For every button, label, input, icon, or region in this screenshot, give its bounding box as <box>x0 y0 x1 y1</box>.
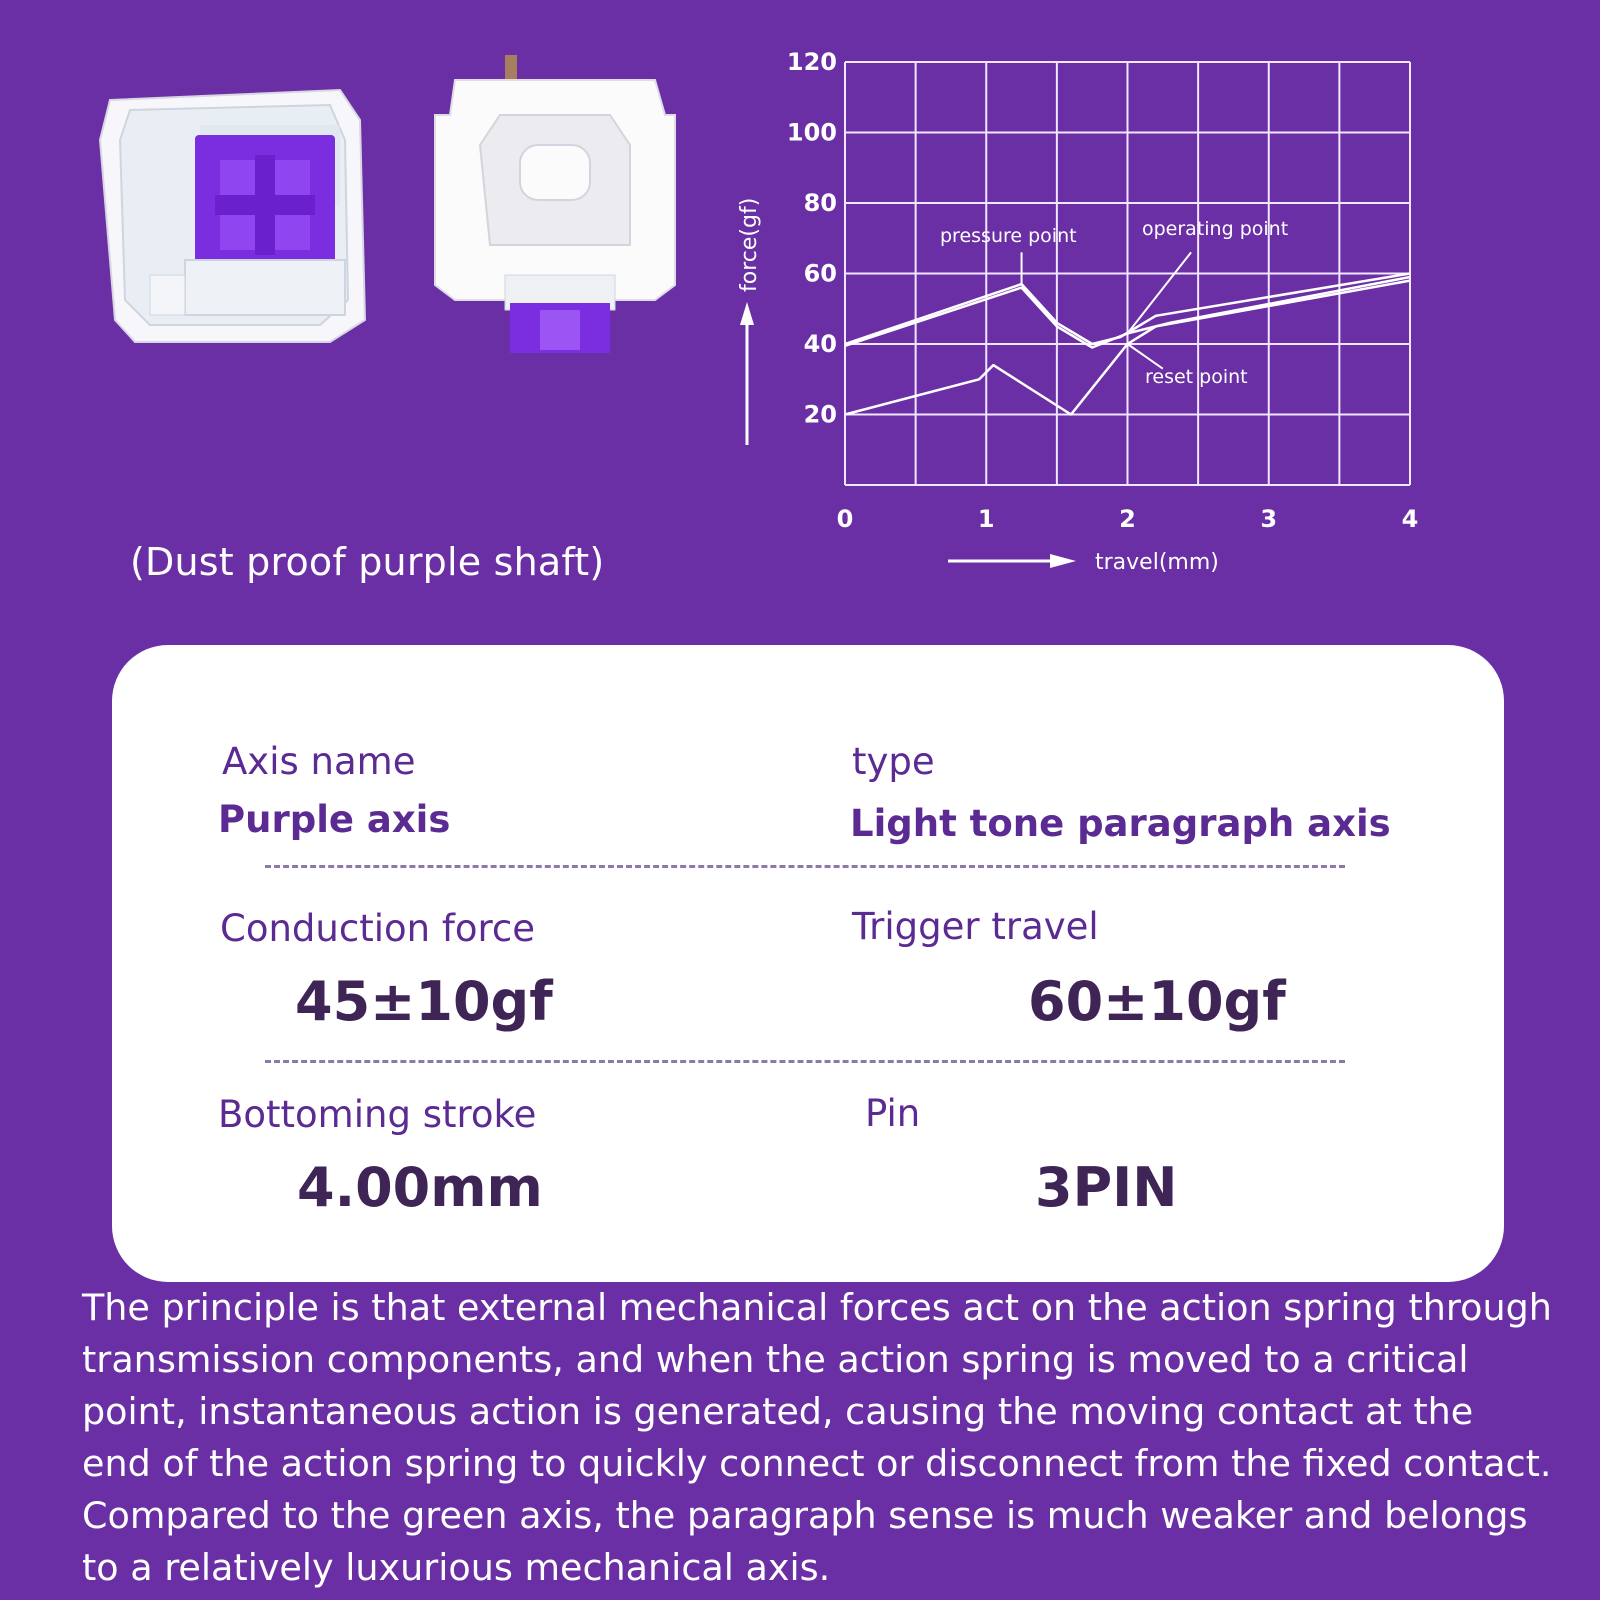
pin-value: 3PIN <box>1035 1156 1178 1219</box>
trigger-travel-value: 60±10gf <box>1028 970 1286 1033</box>
image-caption: (Dust proof purple shaft) <box>130 540 605 584</box>
axis-name-value: Purple axis <box>218 798 451 841</box>
type-value: Light tone paragraph axis <box>850 802 1391 845</box>
chart-x-ticks <box>837 505 1419 533</box>
x-axis-title: travel(mm) <box>1095 550 1219 575</box>
axis-name-label: Axis name <box>222 740 416 783</box>
x-tick-label: 2 <box>1119 505 1136 533</box>
bottoming-stroke-label: Bottoming stroke <box>218 1093 537 1136</box>
x-tick-label: 1 <box>977 505 995 533</box>
y-tick-label: 40 <box>803 330 837 358</box>
annotation-pressure-point: pressure point <box>940 225 1077 247</box>
bottoming-stroke-value: 4.00mm <box>297 1156 543 1219</box>
y-axis-arrow-head <box>740 302 754 325</box>
force-travel-chart <box>720 30 1460 610</box>
conduction-force-value: 45±10gf <box>295 970 553 1033</box>
type-label: type <box>852 740 935 783</box>
conduction-force-label: Conduction force <box>220 907 536 950</box>
y-tick-label: 120 <box>786 48 837 76</box>
trigger-travel-label: Trigger travel <box>852 905 1099 948</box>
pin-label: Pin <box>865 1092 921 1135</box>
divider-1 <box>265 865 1345 868</box>
y-tick-label: 80 <box>803 189 837 217</box>
annotation-reset-point: reset point <box>1145 366 1248 388</box>
annotation-pointer-3 <box>1128 344 1163 369</box>
divider-2 <box>265 1060 1345 1063</box>
y-tick-label: 20 <box>803 400 837 429</box>
y-tick-label: 60 <box>803 259 837 288</box>
switch-side-image <box>430 55 690 355</box>
annotation-operating-point: operating point <box>1142 218 1289 240</box>
y-axis-title: force(gf) <box>737 197 762 292</box>
description-paragraph: The principle is that external mechanical forces act on the action spring through transmission components, and when the action spring is moved to a critical point, instantaneous action is generated, causing the moving contact at the end of the action spring to quickly connect or disconnect from the fixed contact. Compared to the green axis, the paragraph sense is much weaker and belongs to a relatively luxurious mechanical axis. <box>82 1286 1552 1589</box>
x-axis-arrow-head <box>1050 554 1076 568</box>
chart-y-ticks <box>787 48 837 429</box>
switch-top-image <box>90 80 380 350</box>
x-tick-label: 3 <box>1260 505 1278 533</box>
chart-grid <box>845 62 1410 485</box>
y-tick-label: 100 <box>786 118 837 147</box>
x-tick-label: 0 <box>836 505 854 533</box>
x-tick-label: 4 <box>1401 505 1419 533</box>
